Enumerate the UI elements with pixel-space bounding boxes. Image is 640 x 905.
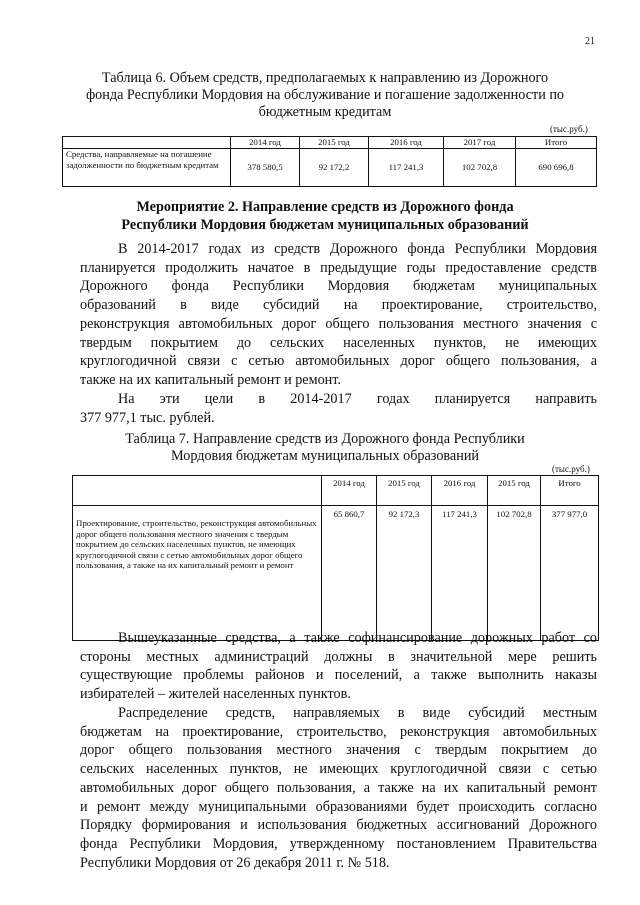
paragraph-line: дорог общего пользования местного значения с твердым покрытием до bbox=[80, 742, 597, 759]
table6-data-row bbox=[63, 149, 597, 187]
table7-header-cell bbox=[73, 476, 322, 506]
table6 bbox=[62, 136, 597, 187]
paragraph-line: автомобильных дорог общего пользования, а также на их капитальный ремонт bbox=[80, 779, 597, 796]
table6-caption bbox=[60, 70, 590, 121]
table6-header-cell: Итого bbox=[516, 137, 597, 149]
table7-value-cell: 65 860,7 bbox=[322, 506, 377, 641]
table7-header-cell: 2015 год bbox=[488, 476, 541, 506]
paragraph-line: стороны местных администраций должны в значительной мере решить bbox=[80, 648, 597, 665]
paragraph-line: избирателей – жителей населенных пунктов. bbox=[80, 686, 351, 703]
table6-value-cell: 690 696,8 bbox=[516, 149, 597, 187]
paragraph-1 bbox=[80, 240, 597, 390]
table7-value-cell: 117 241,3 bbox=[432, 506, 488, 641]
paragraph-line: реконструкция автомобильных дорог общего пользования местного значения с bbox=[80, 315, 597, 332]
table6-caption-line: фонда Республики Мордовия на обслуживание и погашение задолженности по bbox=[85, 87, 565, 103]
page-number: 21 bbox=[585, 36, 595, 47]
table6-units: (тыс.руб.) bbox=[550, 124, 588, 134]
paragraph-line: На эти цели в 2014-2017 годах планируется направить bbox=[118, 391, 597, 407]
table6-header-cell: 2016 год bbox=[369, 137, 444, 149]
table6-row-label: Средства, направляемые на погашение задолженности по бюджетным кредитам bbox=[63, 149, 231, 187]
paragraph-line: и ремонт между муниципальными образованиями будет происходить согласно bbox=[80, 798, 597, 815]
paragraph-4 bbox=[80, 704, 597, 872]
paragraph-line: фонда Республики Мордовия, утвержденному постановлением Правительства bbox=[80, 835, 597, 852]
table7-units: (тыс.руб.) bbox=[552, 464, 590, 474]
table7-header-cell: 2016 год bbox=[432, 476, 488, 506]
table6-header-cell bbox=[63, 137, 231, 149]
table7-header-cell: 2015 год bbox=[377, 476, 432, 506]
paragraph-3 bbox=[80, 629, 597, 704]
table6-header-cell: 2014 год bbox=[231, 137, 300, 149]
paragraph-line: Республики Мордовия от 26 декабря 2011 г. № 518. bbox=[80, 854, 390, 871]
paragraph-line: образований в виде субсидий на проектирование, строительство, bbox=[80, 297, 597, 314]
table6-caption-line: Таблица 6. Объем средств, предполагаемых к направлению из Дорожного bbox=[101, 70, 549, 86]
paragraph-line: 377 977,1 тыс. рублей. bbox=[80, 409, 215, 426]
table6-header-row bbox=[63, 137, 597, 149]
paragraph-line: Порядку формирования и использования бюджетных ассигнований Дорожного bbox=[80, 817, 597, 834]
paragraph-2 bbox=[80, 390, 597, 427]
table7-header-cell: Итого bbox=[541, 476, 599, 506]
table7-value-cell: 377 977,0 bbox=[541, 506, 599, 641]
table7-row-label: Проектирование, строительство, реконструкция автомобильных дорог общего пользования местного значения с твердым покрытием до сельских населенных пунктов, не имеющих круглогодичной связи с сетью автомобильных дорог общего пользования, а также на их капитальный ремонт и ремонт bbox=[73, 506, 322, 641]
table6-header-cell: 2015 год bbox=[300, 137, 369, 149]
table7-value-cell: 102 702,8 bbox=[488, 506, 541, 641]
paragraph-line: Вышеуказанные средства, а также софинансирование дорожных работ со bbox=[118, 630, 597, 646]
paragraph-line: круглогодичной связи с сетью автомобильных дорог общего пользования, а bbox=[80, 353, 597, 370]
section-heading-line: Мероприятие 2. Направление средств из Дорожного фонда bbox=[136, 199, 514, 215]
paragraph-line: также на их капитальный ремонт и ремонт. bbox=[80, 371, 341, 388]
section-heading bbox=[60, 198, 590, 234]
table7-header-row bbox=[73, 476, 599, 506]
table6-value-cell: 117 241,3 bbox=[369, 149, 444, 187]
table7 bbox=[72, 475, 599, 641]
section-heading-line: Республики Мордовия бюджетам муниципальных образований bbox=[121, 217, 529, 233]
table7-caption-line: Таблица 7. Направление средств из Дорожного фонда Республики bbox=[125, 431, 525, 447]
paragraph-line: Распределение средств, направляемых в виде субсидий местным bbox=[118, 705, 597, 721]
paragraph-line: Дорожного фонда Республики Мордовия бюджетам муниципальных bbox=[80, 278, 597, 295]
paragraph-line: твердым покрытием до сельских населенных пунктов, не имеющих bbox=[80, 334, 597, 351]
table6-value-cell: 378 580,5 bbox=[231, 149, 300, 187]
table6-value-cell: 102 702,8 bbox=[444, 149, 516, 187]
paragraph-line: планируется продолжить начатое в предыдущие годы предоставление средств bbox=[80, 259, 597, 276]
paragraph-line: бюджетам на проектирование, строительство, реконструкция автомобильных bbox=[80, 723, 597, 740]
table6-value-cell: 92 172,2 bbox=[300, 149, 369, 187]
paragraph-line: сельских населенных пунктов, не имеющих круглогодичной связи с сетью bbox=[80, 761, 597, 778]
table6-caption-line: бюджетным кредитам bbox=[258, 104, 392, 120]
table7-data-row bbox=[73, 506, 599, 641]
paragraph-line: существующие проблемы районов и поселений, а также выполнить наказы bbox=[80, 667, 597, 684]
table6-header-cell: 2017 год bbox=[444, 137, 516, 149]
table7-caption bbox=[60, 431, 590, 465]
paragraph-line: В 2014-2017 годах из средств Дорожного фонда Республики Мордовия bbox=[118, 241, 597, 257]
table7-header-cell: 2014 год bbox=[322, 476, 377, 506]
table7-caption-line: Мордовия бюджетам муниципальных образований bbox=[170, 448, 480, 464]
table7-value-cell: 92 172,3 bbox=[377, 506, 432, 641]
